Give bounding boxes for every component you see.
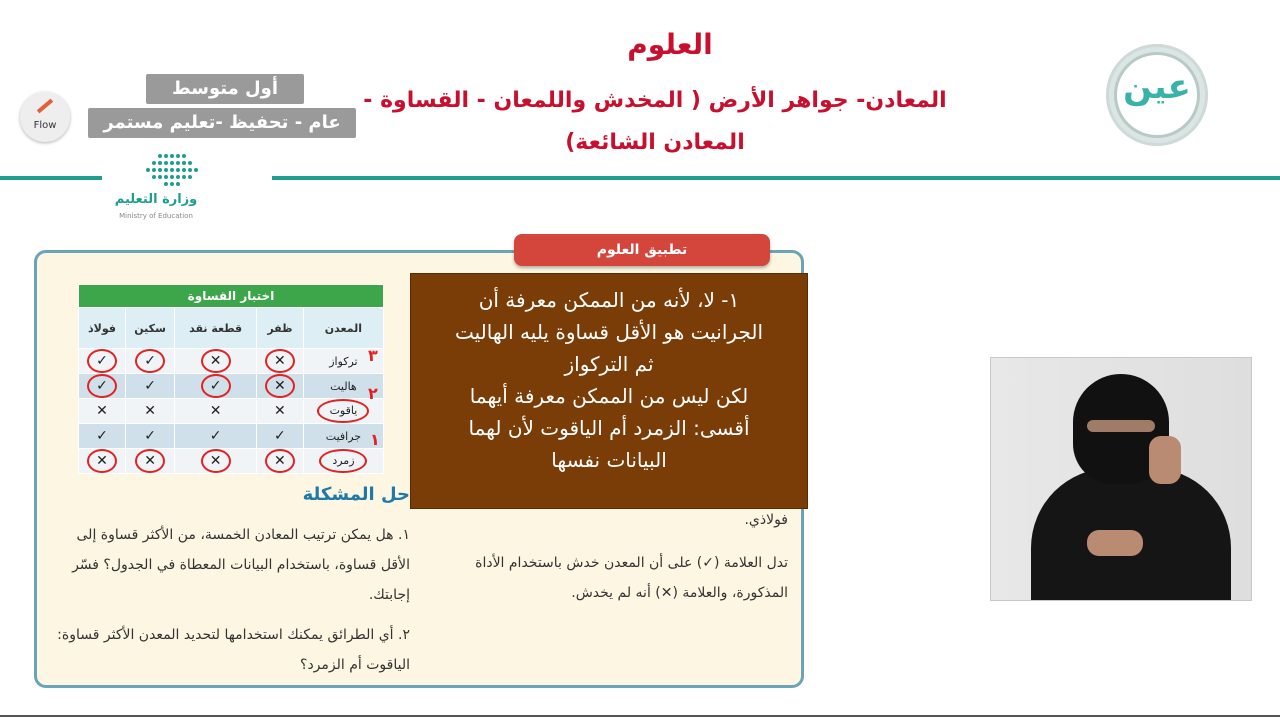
ministry-name-arabic: وزارة التعليم xyxy=(114,192,198,207)
ministry-name-english: Ministry of Education xyxy=(119,212,193,220)
rank-annotation: ٢ xyxy=(368,384,378,403)
interpreter-hand xyxy=(1149,436,1181,484)
ain-logo-inner xyxy=(1114,52,1200,138)
rank-annotation: ٣ xyxy=(368,346,378,365)
lesson-title-line1: المعادن- جواهر الأرض ( المخدش واللمعان - القساوة - xyxy=(363,88,947,113)
answer-line: أقسى: الزمرد أم الياقوت لأن لهما xyxy=(468,416,750,440)
table-row xyxy=(79,424,384,449)
ministry-logo xyxy=(110,152,260,226)
subject-title: العلوم xyxy=(627,28,713,61)
result-cell: ✓ xyxy=(256,424,303,449)
column-header: المعدن xyxy=(303,308,383,349)
mineral-cell: زمرد xyxy=(303,449,383,474)
result-cell: ✕ xyxy=(175,399,257,424)
flow-label: Flow xyxy=(33,120,57,131)
result-cell: ✓ xyxy=(125,349,174,374)
question-1: ١. هل يمكن ترتيب المعادن الخمسة، من الأكثر قساوة إلى الأقل قساوة، باستخدام البيانات المعطاة في الجدول؟ فسّر إجابتك. xyxy=(72,527,410,603)
mineral-cell: هاليت xyxy=(303,374,383,399)
interpreter-eyes xyxy=(1087,420,1155,432)
sign-language-video xyxy=(990,357,1252,601)
result-cell: ✕ xyxy=(175,449,257,474)
table-row xyxy=(79,449,384,474)
column-header: قطعة نقد xyxy=(175,308,257,349)
result-cell: ✓ xyxy=(175,424,257,449)
science-application-tab: تطبيق العلوم xyxy=(514,234,770,266)
result-cell: ✓ xyxy=(125,424,174,449)
result-cell: ✕ xyxy=(79,449,126,474)
lesson-title xyxy=(350,80,960,164)
bottom-divider xyxy=(0,715,1280,717)
result-cell: ✕ xyxy=(256,374,303,399)
track-badge: عام - تحفيظ -تعليم مستمر xyxy=(88,108,356,138)
hardness-test-table xyxy=(78,284,384,474)
marks-legend: تدل العلامة (✓) على أن المعدن خدش باستخدام الأداة المذكورة، والعلامة (✕) أنه لم يخدش. xyxy=(475,555,788,601)
answer-box xyxy=(410,273,808,509)
ain-logo xyxy=(1106,44,1208,146)
answer-line: البيانات نفسها xyxy=(551,448,667,472)
result-cell: ✕ xyxy=(256,349,303,374)
column-header: فولاذ xyxy=(79,308,126,349)
pencil-icon xyxy=(37,99,53,114)
table-row xyxy=(79,399,384,424)
table-row xyxy=(79,349,384,374)
flow-logo xyxy=(20,92,70,142)
result-cell: ✓ xyxy=(79,424,126,449)
result-cell: ✓ xyxy=(79,374,126,399)
column-header: ظفر xyxy=(256,308,303,349)
interpreter-hand xyxy=(1087,530,1143,556)
answer-line: ثم التركواز xyxy=(564,352,654,376)
table-title: اختبار القساوة xyxy=(79,285,384,308)
answer-line: لكن ليس من الممكن معرفة أيهما xyxy=(469,384,749,408)
result-cell: ✕ xyxy=(125,399,174,424)
grade-badge: أول متوسط xyxy=(146,74,304,104)
table-row xyxy=(79,374,384,399)
lesson-title-line2: المعادن الشائعة) xyxy=(565,130,745,155)
solve-problem-heading: حل المشكلة xyxy=(302,484,410,505)
mineral-cell: جرافيت xyxy=(303,424,383,449)
result-cell: ✕ xyxy=(125,449,174,474)
result-cell: ✓ xyxy=(79,349,126,374)
text-fragment: فولاذي. xyxy=(744,512,788,528)
result-cell: ✓ xyxy=(175,374,257,399)
ain-logo-text: عين xyxy=(1123,67,1191,107)
ministry-dots-icon xyxy=(110,152,220,192)
result-cell: ✕ xyxy=(256,449,303,474)
result-cell: ✓ xyxy=(125,374,174,399)
result-cell: ✕ xyxy=(175,349,257,374)
rank-annotation: ١ xyxy=(370,430,380,449)
result-cell: ✕ xyxy=(256,399,303,424)
result-cell: ✕ xyxy=(79,399,126,424)
answer-line: الجرانيت هو الأقل قساوة يليه الهاليت xyxy=(454,320,764,344)
column-header: سكين xyxy=(125,308,174,349)
question-2: ٢. أي الطرائق يمكنك استخدامها لتحديد المعدن الأكثر قساوة: الياقوت أم الزمرد؟ xyxy=(57,627,410,673)
mineral-cell: ياقوت xyxy=(303,399,383,424)
mineral-cell: تركواز xyxy=(303,349,383,374)
answer-line: ١- لا، لأنه من الممكن معرفة أن xyxy=(478,288,740,312)
